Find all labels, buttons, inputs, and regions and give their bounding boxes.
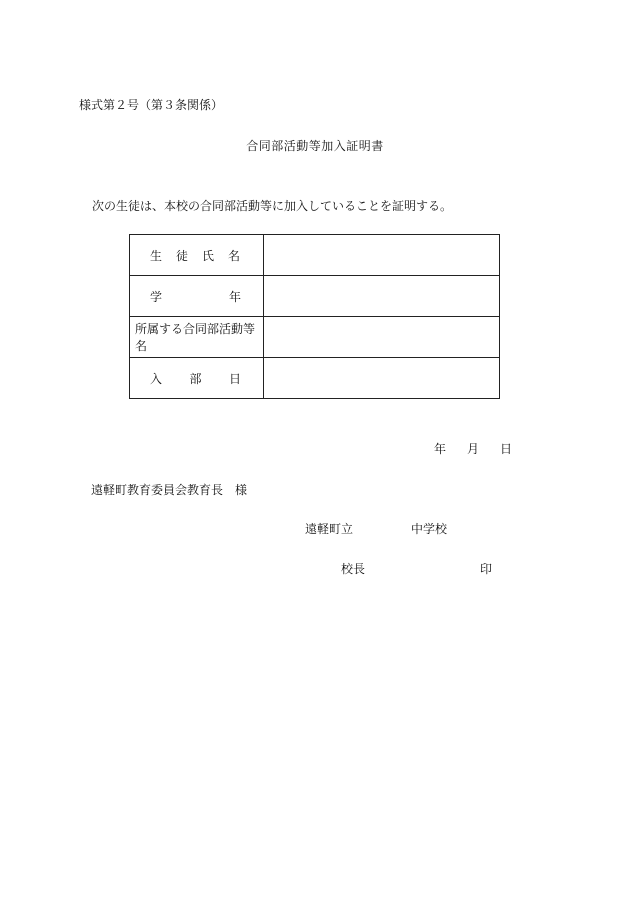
student-name-field[interactable] bbox=[264, 235, 500, 276]
principal-title: 校長 bbox=[341, 562, 366, 576]
intro-text: 次の生徒は、本校の合同部活動等に加入していることを証明する。 bbox=[92, 199, 453, 213]
student-name-label bbox=[130, 235, 264, 276]
grade-field[interactable] bbox=[264, 276, 500, 317]
recipient-name: 遠軽町教育委員会教育長 bbox=[91, 483, 224, 497]
grade-label bbox=[130, 276, 264, 317]
label-char: 年 bbox=[228, 289, 241, 304]
label-char: 部 bbox=[189, 371, 202, 386]
label-char: 日 bbox=[228, 371, 241, 386]
date-year: 年 bbox=[434, 442, 447, 456]
recipient-honorific: 様 bbox=[235, 483, 248, 497]
document-title: 合同部活動等加入証明書 bbox=[246, 139, 384, 153]
table-row bbox=[130, 276, 500, 317]
label-char: 氏 bbox=[201, 248, 214, 263]
join-date-field[interactable] bbox=[264, 358, 500, 399]
date-day: 日 bbox=[500, 442, 513, 456]
club-name-label bbox=[130, 317, 264, 358]
label-char: 徒 bbox=[175, 248, 188, 263]
club-name-field[interactable] bbox=[264, 317, 500, 358]
certificate-table bbox=[129, 234, 500, 399]
issue-date bbox=[434, 440, 512, 457]
date-month: 月 bbox=[467, 442, 480, 456]
seal-mark: 印 bbox=[480, 562, 493, 576]
table-row bbox=[130, 317, 500, 358]
label-char: 入 bbox=[150, 371, 163, 386]
school-suffix: 中学校 bbox=[411, 522, 448, 536]
form-number: 様式第２号（第３条関係） bbox=[79, 98, 224, 112]
table-row bbox=[130, 235, 500, 276]
table-row bbox=[130, 358, 500, 399]
label-char: 学 bbox=[150, 289, 163, 304]
label-text: 所属する合同部活動等名 bbox=[135, 322, 256, 353]
label-char: 名 bbox=[227, 248, 240, 263]
label-char: 生 bbox=[150, 248, 163, 263]
principal-line bbox=[341, 560, 492, 577]
recipient bbox=[91, 481, 247, 498]
school-prefix: 遠軽町立 bbox=[305, 522, 354, 536]
join-date-label bbox=[130, 358, 264, 399]
school-line bbox=[305, 520, 447, 537]
